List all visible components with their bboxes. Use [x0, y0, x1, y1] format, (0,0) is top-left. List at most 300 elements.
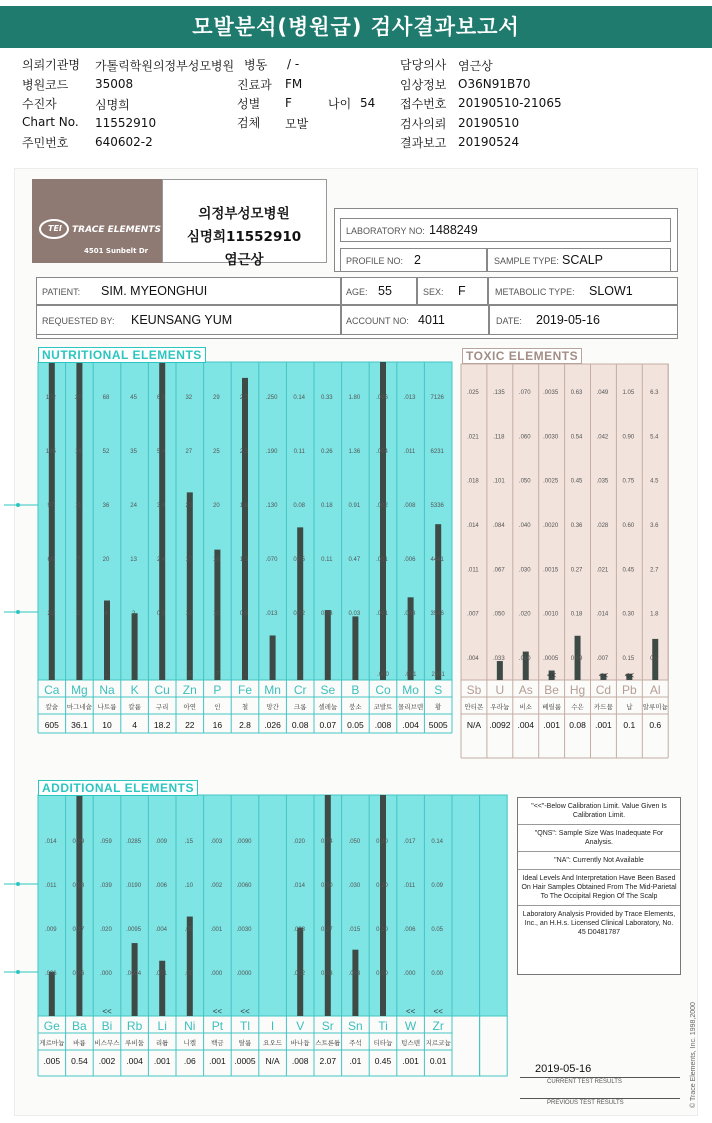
nutritional-element-name: 구리 — [155, 704, 169, 711]
legend-calibration: "<<"-Below Calibration Limit. Value Given Is Calibration Limit. — [518, 798, 680, 825]
nutritional-tick-label: 16 — [213, 557, 220, 563]
nutritional-tick-label: 7126 — [430, 395, 444, 401]
nutritional-element-value: 22 — [185, 720, 195, 730]
nutritional-bar-b — [352, 616, 358, 680]
nutritional-bar-mn — [270, 635, 276, 680]
additional-ref-dot — [16, 970, 20, 974]
nutritional-tick-label: 22 — [185, 503, 193, 509]
additional-tick-label: .011 — [45, 883, 57, 889]
nutritional-element-value: 36.1 — [71, 720, 88, 730]
nutritional-tick-label: 35 — [130, 449, 137, 455]
nutritional-tick-label: .190 — [265, 449, 278, 455]
additional-tick-label: 0.05 — [431, 927, 444, 933]
clinical-label: 임상정보 — [400, 78, 447, 92]
toxic-tick-label: .014 — [467, 523, 479, 529]
additional-element-value: 0.45 — [374, 1056, 392, 1066]
additional-empty-col — [480, 795, 508, 1016]
nutritional-ref-dot — [16, 503, 20, 507]
additional-tick-label: 0.17 — [72, 927, 85, 933]
additional-tick-label: .0004 — [126, 971, 142, 977]
toxic-tick-label: .0015 — [543, 567, 559, 574]
stamp-patient: 심명희11552910 — [186, 229, 302, 245]
additional-element-value: .001 — [209, 1056, 226, 1066]
nutritional-element-name: 마그네슘 — [66, 704, 92, 711]
previous-label: PREVIOUS TEST RESULTS — [547, 1100, 624, 1106]
nutritional-element-value: .008 — [374, 720, 392, 730]
toxic-element-value: 0.6 — [649, 720, 662, 730]
nutritional-element-symbol: S — [434, 683, 443, 697]
toxic-tick-label: .014 — [596, 611, 609, 618]
additional-tick-label: .000 — [210, 971, 223, 977]
nutritional-tick-label: .006 — [376, 395, 388, 401]
toxic-tick-label: .025 — [467, 390, 479, 396]
toxic-element-name: 카드뮴 — [594, 704, 613, 711]
additional-tick-label: .014 — [44, 839, 57, 845]
additional-tick-label: .006 — [403, 927, 416, 933]
nutritional-bar-cu — [159, 362, 165, 680]
toxic-below-limit-marker: << — [598, 671, 609, 680]
nutritional-bar-ca — [49, 362, 55, 680]
nutritional-tick-label: 13 — [130, 557, 137, 563]
account-value: 4011 — [418, 313, 445, 327]
additional-element-name: 스트론튬 — [315, 1040, 341, 1047]
nutritional-tick-label: 29 — [213, 395, 220, 401]
additional-tick-label: 0.10 — [376, 927, 388, 933]
nutritional-element-value: 5005 — [428, 720, 448, 730]
additional-tick-label: .030 — [348, 883, 361, 889]
toxic-tick-label: 6.3 — [650, 390, 659, 396]
additional-element-symbol: Zr — [432, 1019, 444, 1033]
nutritional-tick-label: .008 — [403, 503, 416, 509]
nutritional-tick-label: .013 — [403, 395, 416, 401]
additional-tick-label: 0.28 — [72, 883, 85, 889]
additional-tick-label: 0.09 — [431, 883, 444, 889]
toxic-tick-label: 0.45 — [622, 567, 635, 574]
toxic-tick-label: .049 — [596, 390, 609, 396]
report-title: 모발분석(병원급) 검사결과보고서 — [0, 6, 712, 48]
toxic-tick-label: .101 — [493, 478, 505, 485]
toxic-tick-label: 0.27 — [570, 567, 583, 574]
toxic-element-symbol: As — [518, 683, 533, 697]
additional-tick-label: 0.74 — [320, 839, 333, 845]
chart-no-value: 11552910 — [95, 116, 157, 130]
nutritional-tick-label: 0.91 — [348, 503, 361, 509]
toxic-below-limit-marker: << — [546, 671, 557, 680]
lab-no-value: 1488249 — [429, 223, 478, 237]
nutritional-tick-label: 3.9 — [157, 503, 166, 509]
additional-tick-label: .000 — [100, 971, 112, 977]
nutritional-tick-label: 0.11 — [321, 557, 333, 563]
nutritional-tick-label: 0.03 — [348, 611, 361, 617]
additional-element-symbol: Ba — [72, 1019, 87, 1033]
institution-value: 가톨릭학원의정부성모병원 — [95, 59, 235, 73]
additional-element-value: .004 — [126, 1056, 143, 1066]
additional-below-limit-marker: << — [102, 1007, 112, 1016]
additional-tick-label: .0030 — [236, 927, 252, 933]
toxic-tick-label: 1.05 — [622, 390, 635, 396]
toxic-tick-label: 0.63 — [570, 390, 583, 396]
nutritional-element-symbol: Fe — [237, 683, 253, 697]
additional-bar-li — [159, 961, 165, 1016]
previous-line — [520, 1098, 680, 1099]
toxic-tick-label: .067 — [493, 567, 505, 574]
additional-element-symbol: Sn — [348, 1019, 363, 1033]
nutritional-tick-label: 27 — [185, 449, 193, 455]
additional-element-symbol: Bi — [101, 1019, 113, 1033]
toxic-tick-label: .021 — [467, 434, 479, 441]
toxic-tick-label: 0.15 — [622, 656, 635, 662]
additional-tick-label: .006 — [155, 883, 168, 889]
additional-element-value: .0005 — [234, 1056, 256, 1066]
nutritional-tick-label: .006 — [403, 557, 416, 563]
nutritional-element-name: 셀레늄 — [318, 704, 338, 711]
patient-form-label: PATIENT: — [42, 287, 81, 297]
nutritional-tick-label: 0.05 — [293, 557, 306, 563]
nutritional-element-symbol: Ca — [44, 683, 60, 697]
toxic-tick-label: .011 — [467, 567, 479, 574]
additional-tick-label: 0.03 — [320, 971, 333, 977]
profile-value: 2 — [414, 253, 421, 267]
additional-element-name: 텅스텐 — [401, 1040, 421, 1047]
nutritional-tick-label: 5.4 — [157, 449, 166, 455]
nutritional-element-value: 0.05 — [347, 720, 364, 730]
additional-tick-label: .05 — [184, 927, 193, 933]
sex-value: F — [285, 96, 292, 110]
additional-element-value: .01 — [349, 1056, 362, 1066]
clinical-value: O36N91B70 — [458, 77, 531, 91]
additional-tick-label: .0000 — [236, 971, 252, 977]
legend-qns: "QNS": Sample Size Was Inadequate For Analysis. — [518, 825, 680, 852]
toxic-tick-label: .0025 — [543, 478, 559, 485]
additional-element-name: 지르코늄 — [425, 1040, 451, 1047]
nutritional-tick-label: 1.8 — [239, 503, 249, 509]
toxic-tick-label: .030 — [518, 567, 531, 574]
nutritional-element-name: 아연 — [183, 704, 197, 711]
nutritional-tick-label: 68 — [102, 395, 110, 401]
toxic-tick-label: .135 — [493, 390, 505, 396]
toxic-tick-label: .070 — [518, 390, 531, 396]
requested-value: KEUNSANG YUM — [131, 313, 233, 327]
nutritional-element-name: 코발트 — [373, 704, 393, 711]
additional-tick-label: .001 — [155, 971, 168, 977]
nutritional-element-symbol: P — [213, 683, 222, 697]
nutritional-element-name: 황 — [435, 704, 442, 711]
toxic-tick-label: .042 — [596, 434, 609, 441]
additional-tick-label: .011 — [403, 883, 416, 889]
nutritional-element-name: 칼슘 — [45, 704, 59, 711]
nutritional-tick-label: 0.14 — [293, 395, 306, 401]
toxic-element-symbol: U — [495, 683, 505, 697]
toxic-element-symbol: Al — [649, 683, 661, 697]
legend-na: "NA": Currently Not Available — [518, 852, 680, 870]
additional-tick-label: .0060 — [236, 883, 252, 889]
toxic-element-name: 납 — [626, 704, 633, 711]
requested-label: REQUESTED BY: — [42, 316, 115, 326]
additional-tick-label: .006 — [44, 971, 57, 977]
nutritional-element-name: 인 — [214, 704, 221, 711]
additional-tick-label: .009 — [155, 839, 168, 845]
patient-value: 심명희 — [95, 98, 130, 112]
chart-no-label: Chart No. — [22, 115, 79, 129]
nutritional-element-name: 크롬 — [293, 704, 307, 711]
toxic-tick-label: 0.54 — [570, 434, 583, 441]
nutritional-tick-label: .013 — [265, 611, 278, 617]
nutritional-bar-fe — [239, 378, 249, 680]
patient-label: 수진자 — [22, 97, 57, 111]
stamp-doctor: 염근상 — [224, 252, 264, 268]
rrn-label: 주민번호 — [22, 136, 69, 150]
nutritional-tick-label: 0.33 — [320, 395, 333, 401]
nutritional-element-symbol: Mg — [71, 683, 88, 697]
toxic-element-name: 베릴륨 — [542, 704, 562, 711]
toxic-tick-label: .007 — [596, 656, 609, 662]
nutritional-tick-label: 11 — [213, 611, 220, 617]
nutritional-tick-label: 0.02 — [293, 611, 306, 617]
nutritional-tick-label: 4441 — [430, 557, 444, 563]
nutritional-bar-co — [380, 362, 386, 680]
nutritional-element-value: 0.08 — [291, 720, 309, 730]
additional-tick-label: .0090 — [236, 839, 252, 845]
toxic-element-value: 0.1 — [623, 720, 636, 730]
nutritional-bar-s — [435, 524, 441, 680]
nutritional-tick-label: 2 — [76, 611, 81, 617]
additional-element-value: .005 — [43, 1056, 61, 1066]
nutritional-tick-label: 0.03 — [320, 611, 333, 617]
nutritional-bar-k — [132, 613, 138, 680]
nutritional-element-value: 16 — [212, 720, 223, 730]
additional-empty-col — [452, 795, 480, 1016]
nutritional-tick-label: 25 — [213, 449, 220, 455]
additional-tick-label: .15 — [184, 839, 193, 845]
nutritional-tick-label: 0.08 — [293, 503, 306, 509]
additional-element-value: 0.01 — [429, 1056, 447, 1066]
additional-element-name: 탈륨 — [238, 1040, 252, 1047]
toxic-element-name: 수은 — [571, 704, 584, 711]
toxic-tick-label: .010 — [518, 656, 531, 662]
additional-tick-label: 0.27 — [320, 927, 333, 933]
additional-tick-label: .003 — [210, 839, 223, 845]
additional-element-value: .06 — [183, 1056, 196, 1066]
nutritional-tick-label: .001 — [376, 611, 388, 617]
nutritional-tick-label: 1.80 — [348, 395, 361, 401]
additional-bar-sn — [352, 950, 358, 1016]
specimen-value: 모발 — [285, 117, 309, 131]
nutritional-bar-mg — [76, 362, 82, 680]
toxic-tick-label: 1.8 — [650, 611, 659, 618]
toxic-element-symbol: Hg — [569, 683, 586, 697]
current-line — [520, 1077, 680, 1078]
nutritional-tick-label: 60 — [47, 557, 55, 563]
toxic-tick-label: 5.4 — [650, 434, 659, 441]
additional-element-name: 요오드 — [263, 1040, 283, 1047]
additional-element-symbol: I — [270, 1019, 275, 1033]
toxic-tick-label: .060 — [518, 434, 531, 441]
additional-element-value: .002 — [98, 1056, 116, 1066]
additional-tick-label: 0.06 — [72, 971, 85, 977]
nutritional-element-symbol: Se — [320, 683, 336, 697]
toxic-element-value: .0092 — [489, 720, 511, 730]
toxic-element-symbol: Pb — [622, 683, 637, 697]
nutritional-element-value: 605 — [44, 720, 59, 730]
additional-element-name: 주석 — [349, 1040, 362, 1047]
nutritional-element-name: 칼륨 — [128, 704, 141, 711]
additional-tick-label: .059 — [100, 839, 112, 845]
additional-tick-label: 0.30 — [376, 839, 388, 845]
nutritional-tick-label: 17 — [185, 557, 193, 563]
nutritional-element-symbol: K — [130, 683, 139, 697]
report-date-value: 20190524 — [458, 135, 520, 149]
additional-bar-sr — [325, 795, 331, 1016]
request-value: 20190510 — [458, 116, 520, 130]
toxic-tick-label: .020 — [518, 611, 531, 618]
nutritional-bar-cr — [297, 527, 303, 680]
toxic-tick-label: .0010 — [543, 611, 559, 618]
nutritional-tick-label: 24 — [130, 503, 137, 509]
nutritional-tick-label: 45 — [130, 395, 137, 401]
nutritional-tick-label: 97 — [47, 503, 55, 509]
additional-below-limit-marker: << — [212, 1007, 223, 1016]
additional-tick-label: .002 — [293, 971, 306, 977]
toxic-element-name: 비소 — [519, 704, 533, 711]
additional-element-value: .008 — [291, 1056, 309, 1066]
toxic-element-value: .001 — [543, 720, 560, 730]
age-value: 54 — [360, 96, 376, 110]
toxic-element-value: .001 — [595, 720, 612, 730]
metabolic-value: SLOW1 — [589, 284, 633, 298]
toxic-tick-label: 2.7 — [650, 567, 659, 574]
additional-tick-label: .002 — [210, 883, 223, 889]
toxic-element-name: 알루미늄 — [642, 704, 668, 711]
nutritional-tick-label: 0.18 — [320, 503, 333, 509]
toxic-tick-label: 3.6 — [650, 523, 659, 529]
additional-element-name: 니켈 — [183, 1040, 197, 1047]
sex-form-label: SEX: — [423, 287, 444, 297]
metabolic-label: METABOLIC TYPE: — [495, 287, 575, 297]
current-label: CURRENT TEST RESULTS — [547, 1079, 622, 1085]
sample-type-value: SCALP — [562, 253, 603, 267]
nutritional-element-value: .004 — [402, 720, 419, 730]
copyright: © Trace Elements, Inc. 1998,2000 — [690, 1002, 697, 1108]
toxic-tick-label: .018 — [467, 478, 479, 485]
additional-tick-label: .008 — [293, 927, 306, 933]
nutritional-element-value: 10 — [102, 720, 112, 730]
additional-tick-label: .003 — [348, 971, 361, 977]
nutritional-bar-mo — [408, 597, 414, 680]
additional-tick-label: .020 — [293, 839, 306, 845]
nutritional-tick-label: 3546 — [430, 611, 444, 617]
additional-element-symbol: V — [296, 1019, 305, 1033]
nutritional-tick-label: 20 — [75, 395, 82, 401]
nutritional-tick-label: 2.7 — [239, 395, 249, 401]
additional-tick-label: .015 — [348, 927, 361, 933]
current-date: 2019-05-16 — [535, 1063, 592, 1075]
request-label: 검사의뢰 — [400, 117, 447, 131]
nutritional-tick-label: .003 — [403, 611, 416, 617]
stamp-hospital: 의정부성모병원 — [198, 206, 290, 222]
dept-label: 진료과 — [237, 78, 272, 92]
nutritional-element-name: 나트륨 — [97, 704, 117, 711]
date-value: 2019-05-16 — [536, 313, 600, 327]
additional-below-limit-marker: << — [405, 1007, 416, 1016]
additional-element-name: 백금 — [211, 1040, 224, 1047]
account-label: ACCOUNT NO: — [346, 316, 409, 326]
toxic-tick-label: .118 — [493, 434, 505, 441]
additional-tick-label: .039 — [100, 883, 112, 889]
additional-element-name: 바륨 — [73, 1040, 86, 1047]
additional-element-symbol: Ti — [378, 1019, 388, 1033]
nutritional-tick-label: 7 — [215, 672, 220, 678]
nutritional-tick-label: 20 — [102, 557, 110, 563]
nutritional-element-value: 0.07 — [319, 720, 337, 730]
toxic-element-symbol: Be — [544, 683, 559, 697]
dept-value: FM — [285, 77, 303, 91]
nutritional-element-symbol: Mo — [402, 683, 419, 697]
additional-panel — [38, 795, 452, 1016]
date-label: DATE: — [496, 316, 522, 326]
nutritional-tick-label: 6.9 — [157, 395, 166, 401]
nutritional-tick-label: 11 — [75, 503, 82, 509]
additional-element-name: 티타늄 — [373, 1040, 393, 1047]
additional-tick-label: 0.00 — [376, 971, 388, 977]
toxic-tick-label: .050 — [493, 611, 505, 618]
nutritional-tick-label: 6231 — [430, 449, 444, 455]
toxic-tick-label: 0.36 — [570, 523, 583, 529]
additional-element-value: 2.07 — [319, 1056, 337, 1066]
additional-element-value: .001 — [153, 1056, 171, 1066]
doctor-value: 염근상 — [458, 59, 493, 73]
nutritional-element-symbol: Co — [375, 683, 391, 697]
toxic-tick-label: 0.60 — [622, 523, 635, 529]
additional-below-limit-marker: << — [240, 1007, 250, 1016]
nutritional-bar-se — [325, 610, 331, 680]
nutritional-tick-label: 135 — [45, 449, 56, 455]
nutritional-tick-label: 2 — [131, 611, 136, 617]
toxic-tick-label: 0.30 — [622, 611, 635, 618]
nutritional-tick-label: 0.11 — [293, 449, 305, 455]
toxic-tick-label: .028 — [596, 523, 609, 529]
toxic-tick-label: .050 — [518, 478, 531, 485]
nutritional-tick-label: .011 — [403, 449, 416, 455]
toxic-tick-label: 4.5 — [650, 478, 659, 485]
additional-bar-ge — [49, 972, 55, 1016]
additional-tick-label: .0095 — [126, 927, 142, 933]
nutritional-tick-label: 0.47 — [348, 557, 361, 563]
additional-element-name: 비스무스 — [94, 1040, 120, 1047]
additional-element-name: 루비듐 — [125, 1040, 145, 1047]
toxic-tick-label: 0.45 — [570, 478, 583, 485]
additional-tick-label: .014 — [293, 883, 306, 889]
nutritional-element-symbol: Na — [99, 683, 115, 697]
additional-bar-ti — [380, 795, 386, 1016]
nutritional-tick-label: 0.9 — [157, 611, 166, 617]
nutritional-tick-label: .000 — [377, 672, 389, 678]
nutritional-tick-label: 5 — [188, 672, 192, 678]
nutritional-element-name: 망간 — [266, 704, 279, 711]
additional-tick-label: .050 — [348, 839, 361, 845]
toxic-title: TOXIC ELEMENTS — [462, 348, 582, 364]
nutritional-tick-label: .130 — [265, 503, 278, 509]
nutritional-tick-label: .070 — [265, 557, 278, 563]
patient-form-value: SIM. MYEONGHUI — [101, 284, 208, 298]
logo-brand: TRACE ELEMENTS — [72, 225, 161, 235]
sex-form-value: F — [458, 284, 466, 298]
additional-element-symbol: Rb — [126, 1019, 143, 1033]
additional-tick-label: .10 — [184, 883, 193, 889]
additional-element-symbol: Tl — [240, 1019, 250, 1033]
toxic-tick-label: .021 — [596, 567, 609, 574]
additional-below-limit-marker: << — [433, 1007, 443, 1016]
toxic-element-name: 안티몬 — [464, 704, 484, 711]
